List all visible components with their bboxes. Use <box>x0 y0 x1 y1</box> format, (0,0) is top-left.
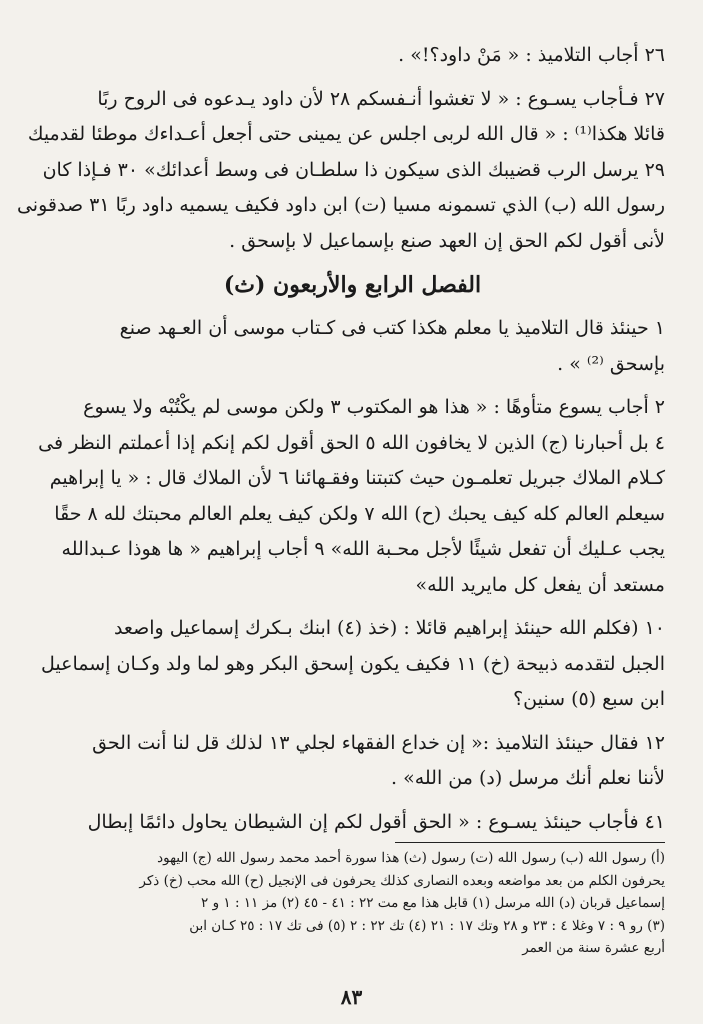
paragraph-41 <box>40 805 665 841</box>
paragraph-12 <box>40 726 665 797</box>
text-line: ٢٧ فـأجاب يسـوع : « لا تغشوا أنـفسكم ٢٨ لأن داود يـدعوه فى الروح ربًا <box>97 87 665 110</box>
paragraph-10 <box>40 611 665 718</box>
text-line: ٢٩ يرسل الرب قضيبك الذى سيكون ذا سلطـان فى وسط أعدائك» ٣٠ فـإذا كان <box>42 158 665 181</box>
paragraph-2 <box>40 390 665 603</box>
text-line: الجبل لتقدمه ذبيحة (خ) ١١ فكيف يكون إسحق البكر وهو لما ولد وكـان إسماعيل <box>41 652 665 675</box>
text-line: ٤١ فأجاب حينئذ يسـوع : « الحق أقول لكم إن الشيطان يحاول دائمًا إبطال <box>87 810 665 833</box>
text-line: بإسحق ⁽²⁾ » . <box>557 352 665 375</box>
text-line: رسول الله (ب) الذي تسمونه مسيا (ت) ابن داود فكيف يسميه داود ربًا ٣١ صدقونى <box>16 194 665 216</box>
footnote-line: (٣) رو ٩ : ٧ وغلا ٤ : ٢٣ و ٢٨ وتك ١٧ : ٢١ (٤) تك ٢٢ : ٢ (٥) فى تك ١٧ : ٢٥ كـان ابن <box>189 917 665 934</box>
text-line: ابن سبع (٥) سنين؟ <box>513 688 665 710</box>
page-body <box>16 38 665 960</box>
text-line: قائلا هكذا⁽¹⁾ : « قال الله لربى اجلس عن يمينى حتى أجعل أعـداءك موطئا لقدميك <box>27 123 665 145</box>
chapter-heading: الفصل الرابع والأربعون (ث) <box>223 272 482 298</box>
text-line: سيعلم العالم كله كيف يحبك (ح) الله ٧ ولكن كيف يعلم العالم محبتك لله ٨ حقًا <box>54 502 665 525</box>
text-line: لأنى أقول لكم الحق إن العهد صنع بإسماعيل لا بإسحق . <box>229 229 665 252</box>
paragraph-1 <box>40 311 665 382</box>
text-line: مستعد أن يفعل كل مايريد الله» <box>415 573 665 596</box>
text-line: ٢٦ أجاب التلاميذ : « مَنْ داود؟!» . <box>398 44 665 66</box>
paragraph-26 <box>40 38 665 74</box>
text-line: ٤ بل أحبارنا (ج) الذين لا يخافون الله ٥ الحق أقول لكم إنكم إذا أعملتم النظر فى <box>38 431 665 454</box>
text-line: كـلام الملاك جبريل تعلمـون حيث كتبتنا وفقـهائنا ٦ لأن الملاك قال : « يا إبراهيم <box>49 467 665 489</box>
footnote-line: إسماعيل قربان (د) الله مرسل (١) قابل هذا مع مت ٢٢ : ٤١ - ٤٥ (٢) مز ١١ : ١ و ٢ <box>201 895 665 911</box>
text-line: لأننا نعلم أنك مرسل (د) من الله» . <box>391 767 665 789</box>
text-line: يجب عـليك أن تفعل شيئًا لأجل محـبة الله» ٩ أجاب إبراهيم « ها هوذا عـبدالله <box>61 538 665 560</box>
text-line: ١٢ فقال حينئذ التلاميذ :« إن خداع الفقهاء لجلي ١٣ لذلك قل لنا أنت الحق <box>92 731 665 754</box>
footnotes <box>40 847 665 960</box>
footnote-line: يحرفون الكلم من بعد مواضعه وبعده النصارى كذلك يحرفون فى الإنجيل (ح) الله محب (خ) ذكر <box>139 872 665 889</box>
footnote-divider <box>395 842 665 843</box>
page-number: ٨٣ <box>340 985 363 1009</box>
text-line: ٢ أجاب يسوع متأوهًا : « هذا هو المكتوب ٣ ولكن موسى لم يكْتُبْه ولا يسوع <box>83 396 665 418</box>
footnote-line: أربع عشرة سنة من العمر <box>522 940 665 956</box>
text-line: ١ حينئذ قال التلاميذ يا معلم هكذا كتب فى كـتاب موسى أن العـهد صنع <box>119 317 665 339</box>
text-line: ١٠ (فكلم الله حينئذ إبراهيم قائلا : (خذ (٤) ابنك بـكرك إسماعيل واصعد <box>113 617 665 639</box>
paragraph-27 <box>16 82 665 260</box>
footnote-line: (أ) رسول الله (ب) رسول الله (ت) رسول (ث) هذا سورة أحمد محمد رسول الله (ج) اليهود <box>157 850 665 866</box>
